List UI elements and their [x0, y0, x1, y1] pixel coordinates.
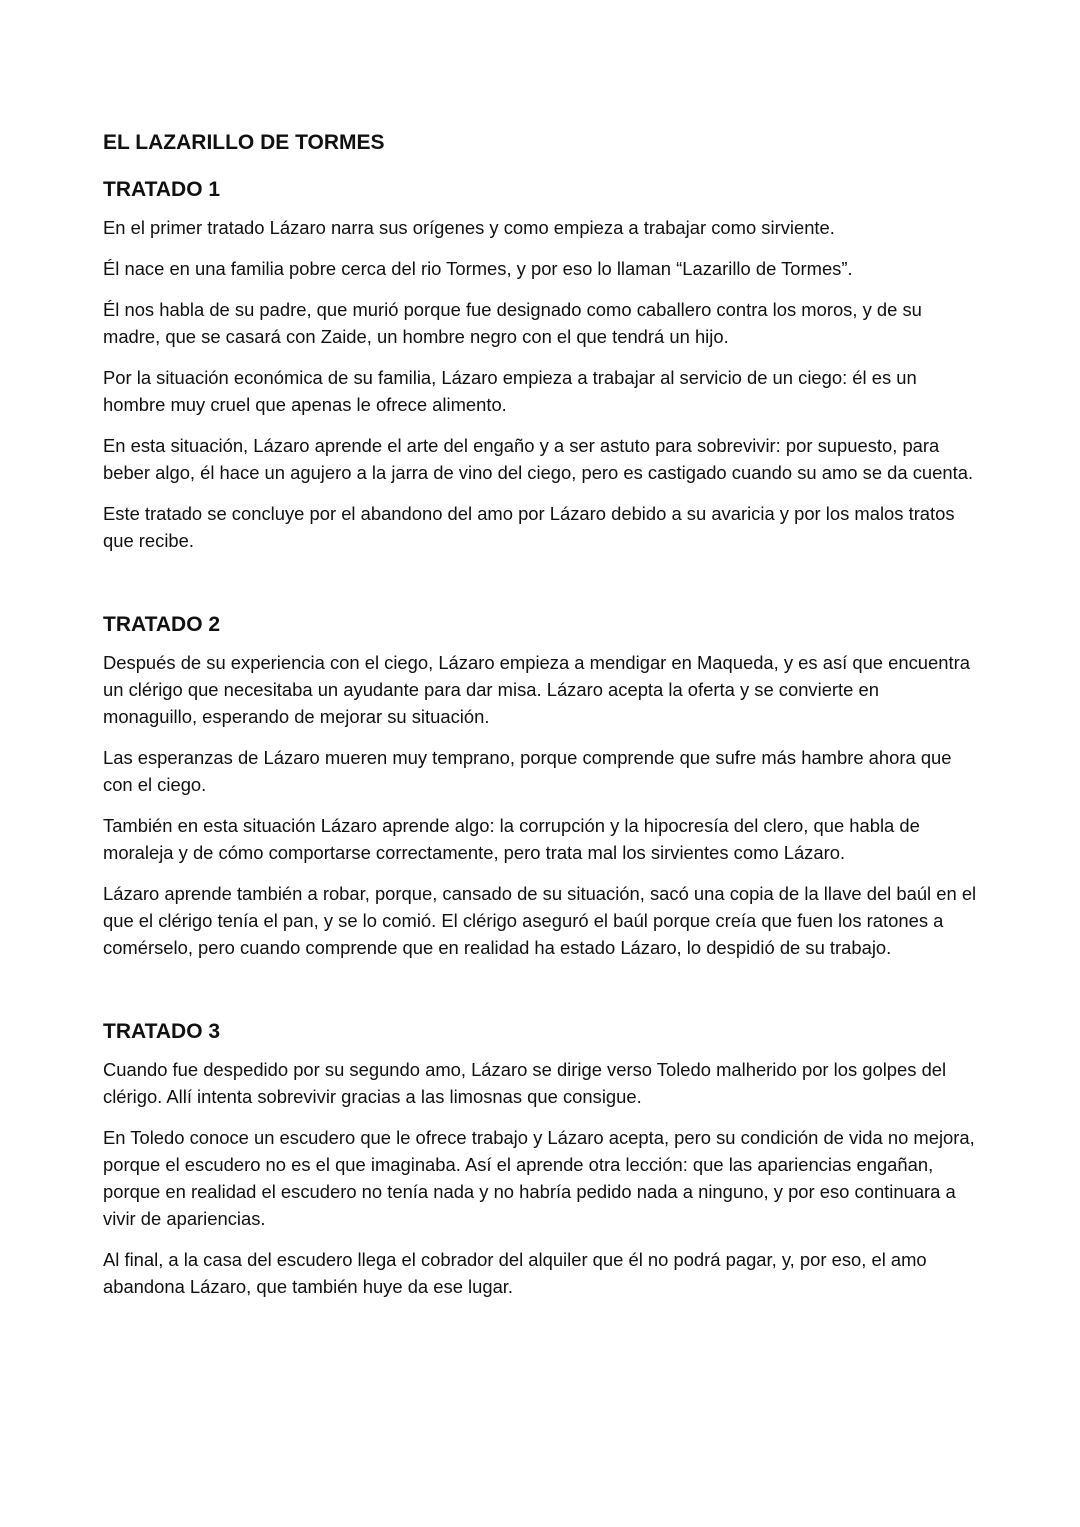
paragraph: También en esta situación Lázaro aprende algo: la corrupción y la hipocresía del clero, que habla de moraleja y de cómo comportarse correctamente, pero trata mal los sirvientes como Lázaro. — [103, 815, 920, 863]
section-tratado-3 — [103, 1017, 978, 1300]
paragraph: Las esperanzas de Lázaro mueren muy temprano, porque comprende que sufre más hambre ahora que con el ciego. — [103, 747, 952, 795]
paragraph: En esta situación, Lázaro aprende el arte del engaño y a ser astuto para sobrevivir: por supuesto, para beber algo, él hace un agujero a la jarra de vino del ciego, pero es castigado cuando su amo se da cuenta. — [103, 435, 974, 483]
document-page — [103, 128, 978, 1314]
paragraph: Al final, a la casa del escudero llega el cobrador del alquiler que él no podrá pagar, y, por eso, el amo abandona Lázaro, que también huye da ese lugar. — [103, 1249, 927, 1297]
paragraph: En el primer tratado Lázaro narra sus orígenes y como empieza a trabajar como sirviente. — [103, 217, 835, 238]
paragraph: Cuando fue despedido por su segundo amo, Lázaro se dirige verso Toledo malherido por los golpes del clérigo. Allí intenta sobrevivir gracias a las limosnas que consigue. — [103, 1059, 947, 1107]
paragraph: Por la situación económica de su familia, Lázaro empieza a trabajar al servicio de un ciego: él es un hombre muy cruel que apenas le ofrece alimento. — [103, 367, 917, 415]
document-title: EL LAZARILLO DE TORMES — [103, 131, 385, 154]
section-heading: TRATADO 1 — [103, 178, 221, 201]
section-heading: TRATADO 3 — [103, 1020, 221, 1043]
paragraph: Él nos habla de su padre, que murió porque fue designado como caballero contra los moros, y de su madre, que se casará con Zaide, un hombre negro con el que tendrá un hijo. — [103, 299, 922, 347]
paragraph: Él nace en una familia pobre cerca del rio Tormes, y por eso lo llaman “Lazarillo de Tormes”. — [103, 258, 853, 279]
paragraph: Este tratado se concluye por el abandono del amo por Lázaro debido a su avaricia y por los malos tratos que recibe. — [103, 503, 955, 551]
section-heading: TRATADO 2 — [103, 613, 221, 636]
section-tratado-2 — [103, 610, 978, 961]
section-tratado-1 — [103, 175, 978, 554]
paragraph: Después de su experiencia con el ciego, Lázaro empieza a mendigar en Maqueda, y es así que encuentra un clérigo que necesitaba un ayudante para dar misa. Lázaro acepta la oferta y se convierte en monaguillo, esperando de mejorar su situación. — [103, 652, 970, 727]
paragraph: Lázaro aprende también a robar, porque, cansado de su situación, sacó una copia de la llave del baúl en el que el clérigo tenía el pan, y se lo comió. El clérigo aseguró el baúl porque creía que fuen los ratones a comérselo, pero cuando comprende que en realidad ha estado Lázaro, lo despidió de su trabajo. — [103, 883, 977, 958]
paragraph: En Toledo conoce un escudero que le ofrece trabajo y Lázaro acepta, pero su condición de vida no mejora, porque el escudero no es el que imaginaba. Así el aprende otra lección: que las apariencias engañan, porque en realidad el escudero no tenía nada y no habría pedido nada a ninguno, y por eso continuara a vivir de apariencias. — [103, 1127, 975, 1229]
